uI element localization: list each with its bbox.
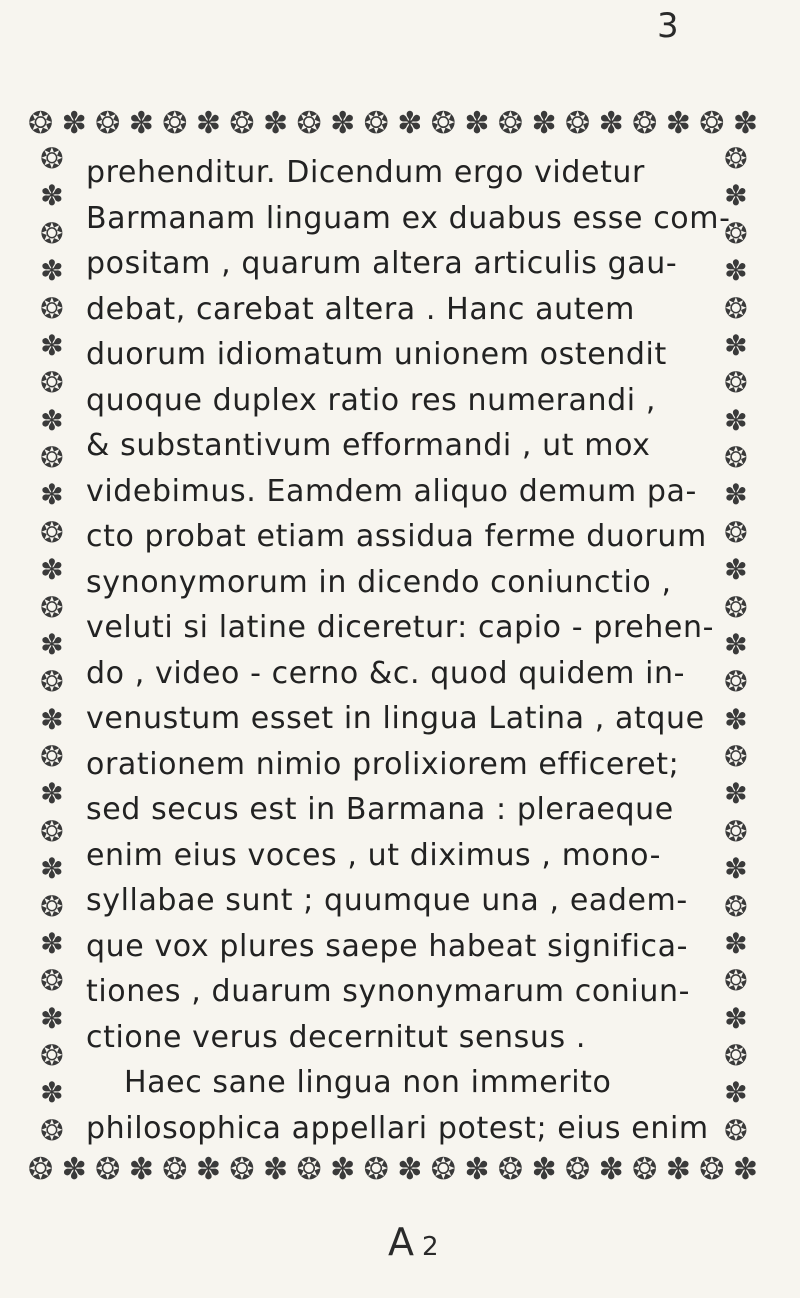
rosette-ornament-icon: ❂ <box>565 1152 591 1187</box>
text-line: synonymorum in dicendo coniunctio , <box>86 564 672 600</box>
rosette-ornament-icon: ❂ <box>40 515 64 549</box>
star-ornament-icon: ✽ <box>61 106 87 141</box>
star-ornament-icon: ✽ <box>128 106 154 141</box>
rosette-ornament-icon: ❂ <box>724 515 748 549</box>
rosette-ornament-icon: ❂ <box>632 106 658 141</box>
text-line: quoque duplex ratio res numerandi , <box>86 382 657 418</box>
rosette-ornament-icon: ❂ <box>40 665 64 699</box>
star-ornament-icon: ✽ <box>40 403 64 437</box>
rosette-ornament-icon: ❂ <box>724 964 748 998</box>
text-line: veluti si latine diceretur: capio - prehen- <box>86 610 714 645</box>
rosette-ornament-icon: ❂ <box>724 366 748 400</box>
rosette-ornament-icon: ❂ <box>724 814 748 848</box>
star-ornament-icon: ✽ <box>40 1076 64 1110</box>
star-ornament-icon: ✽ <box>40 179 64 213</box>
text-line: cto probat etiam assidua ferme duorum <box>86 519 707 554</box>
rosette-ornament-icon: ❂ <box>28 1152 54 1187</box>
rosette-ornament-icon: ❂ <box>724 665 748 699</box>
rosette-ornament-icon: ❂ <box>430 106 456 141</box>
text-line: orationem nimio prolixiorem efficeret; <box>86 746 680 782</box>
star-ornament-icon: ✽ <box>40 702 64 736</box>
text-line: sed secus est in Barmana : pleraeque <box>86 792 674 827</box>
star-ornament-icon: ✽ <box>732 1152 758 1187</box>
text-line: prehenditur. Dicendum ergo videtur <box>86 155 645 190</box>
star-ornament-icon: ✽ <box>531 1152 557 1187</box>
rosette-ornament-icon: ❂ <box>40 889 64 923</box>
star-ornament-icon: ✽ <box>724 702 748 736</box>
star-ornament-icon: ✽ <box>330 1152 356 1187</box>
star-ornament-icon: ✽ <box>262 106 289 141</box>
star-ornament-icon: ✽ <box>195 1152 221 1187</box>
rosette-ornament-icon: ❂ <box>296 106 322 141</box>
rosette-ornament-icon: ❂ <box>40 291 64 325</box>
catchword-letter: A <box>388 1220 414 1264</box>
rosette-ornament-icon: ❂ <box>162 1152 188 1187</box>
star-ornament-icon: ✽ <box>724 1076 748 1110</box>
star-ornament-icon: ✽ <box>262 1152 289 1187</box>
rosette-ornament-icon: ❂ <box>497 1152 524 1187</box>
ornamental-border-left <box>32 145 72 1145</box>
rosette-ornament-icon: ❂ <box>632 1152 658 1187</box>
star-ornament-icon: ✽ <box>40 478 64 512</box>
rosette-ornament-icon: ❂ <box>40 366 64 400</box>
star-ornament-icon: ✽ <box>724 553 748 587</box>
body-text <box>86 150 731 1151</box>
rosette-ornament-icon: ❂ <box>724 889 748 923</box>
star-ornament-icon: ✽ <box>724 328 748 362</box>
rosette-ornament-icon: ❂ <box>724 1113 748 1145</box>
star-ornament-icon: ✽ <box>598 1152 624 1187</box>
star-ornament-icon: ✽ <box>40 553 64 587</box>
star-ornament-icon: ✽ <box>724 627 748 661</box>
star-ornament-icon: ✽ <box>40 254 64 288</box>
rosette-ornament-icon: ❂ <box>40 814 64 848</box>
star-ornament-icon: ✽ <box>40 926 64 960</box>
text-line: venustum esset in lingua Latina , atque <box>86 701 705 736</box>
rosette-ornament-icon: ❂ <box>724 441 748 474</box>
ornamental-border-top <box>28 104 758 144</box>
star-ornament-icon: ✽ <box>724 777 748 811</box>
rosette-ornament-icon: ❂ <box>162 106 188 141</box>
star-ornament-icon: ✽ <box>724 926 748 960</box>
text-line: Barmanam linguam ex duabus esse com- <box>86 200 731 236</box>
text-line: positam , quarum altera articulis gau- <box>86 246 678 281</box>
star-ornament-icon: ✽ <box>665 1152 691 1187</box>
rosette-ornament-icon: ❂ <box>40 216 64 250</box>
star-ornament-icon: ✽ <box>598 106 624 141</box>
text-line: philosophica appellari potest; eius enim <box>86 1110 709 1146</box>
text-line: ctione verus decernitut sensus . <box>86 1019 587 1055</box>
rosette-ornament-icon: ❂ <box>699 106 725 141</box>
text-line: videbimus. Eamdem aliquo demum pa- <box>86 473 697 509</box>
ornamental-border-bottom <box>28 1150 758 1190</box>
star-ornament-icon: ✽ <box>724 852 748 886</box>
rosette-ornament-icon: ❂ <box>430 1152 456 1187</box>
star-ornament-icon: ✽ <box>724 254 748 288</box>
text-line: enim eius voces , ut diximus , mono- <box>86 837 662 873</box>
star-ornament-icon: ✽ <box>464 1152 490 1187</box>
rosette-ornament-icon: ❂ <box>40 964 64 998</box>
signature-number: 2 <box>422 1232 439 1262</box>
text-line: do , video - cerno &c. quod quidem in- <box>86 655 686 691</box>
ornamental-border-right <box>716 145 756 1145</box>
rosette-ornament-icon: ❂ <box>40 590 64 624</box>
rosette-ornament-icon: ❂ <box>296 1152 322 1187</box>
signature-mark <box>388 1220 439 1264</box>
star-ornament-icon: ✽ <box>464 106 490 141</box>
star-ornament-icon: ✽ <box>665 106 691 141</box>
text-line: Haec sane lingua non immerito <box>124 1065 612 1100</box>
star-ornament-icon: ✽ <box>724 478 748 512</box>
rosette-ornament-icon: ❂ <box>724 291 748 325</box>
rosette-ornament-icon: ❂ <box>724 1039 748 1072</box>
text-line: & substantivum efformandi , ut mox <box>86 428 651 463</box>
rosette-ornament-icon: ❂ <box>724 590 748 624</box>
rosette-ornament-icon: ❂ <box>95 1152 121 1187</box>
star-ornament-icon: ✽ <box>195 106 221 141</box>
rosette-ornament-icon: ❂ <box>699 1152 725 1187</box>
star-ornament-icon: ✽ <box>397 1152 423 1187</box>
rosette-ornament-icon: ❂ <box>497 106 524 141</box>
star-ornament-icon: ✽ <box>128 1152 154 1187</box>
star-ornament-icon: ✽ <box>40 627 64 661</box>
rosette-ornament-icon: ❂ <box>229 1152 255 1187</box>
rosette-ornament-icon: ❂ <box>40 1039 64 1072</box>
rosette-ornament-icon: ❂ <box>565 106 591 141</box>
rosette-ornament-icon: ❂ <box>724 216 748 250</box>
rosette-ornament-icon: ❂ <box>40 740 64 773</box>
star-ornament-icon: ✽ <box>724 403 748 437</box>
rosette-ornament-icon: ❂ <box>40 145 64 175</box>
star-ornament-icon: ✽ <box>732 106 758 141</box>
star-ornament-icon: ✽ <box>724 179 748 213</box>
star-ornament-icon: ✽ <box>40 852 64 886</box>
text-line: tiones , duarum synonymarum coniun- <box>86 974 690 1009</box>
star-ornament-icon: ✽ <box>61 1152 87 1187</box>
text-line: syllabae sunt ; quumque una , eadem- <box>86 883 688 918</box>
star-ornament-icon: ✽ <box>330 106 356 141</box>
rosette-ornament-icon: ❂ <box>40 441 64 474</box>
star-ornament-icon: ✽ <box>40 777 64 811</box>
text-line: debat, carebat altera . Hanc autem <box>86 291 635 327</box>
star-ornament-icon: ✽ <box>531 106 557 141</box>
text-line: duorum idiomatum unionem ostendit <box>86 337 667 372</box>
rosette-ornament-icon: ❂ <box>724 740 748 773</box>
rosette-ornament-icon: ❂ <box>724 145 748 175</box>
star-ornament-icon: ✽ <box>724 1001 748 1035</box>
star-ornament-icon: ✽ <box>40 328 64 362</box>
rosette-ornament-icon: ❂ <box>40 1113 64 1145</box>
rosette-ornament-icon: ❂ <box>28 106 54 141</box>
page-number: 3 <box>657 6 679 46</box>
rosette-ornament-icon: ❂ <box>363 106 389 141</box>
star-ornament-icon: ✽ <box>40 1001 64 1035</box>
rosette-ornament-icon: ❂ <box>95 106 121 141</box>
rosette-ornament-icon: ❂ <box>229 106 255 141</box>
rosette-ornament-icon: ❂ <box>363 1152 389 1187</box>
star-ornament-icon: ✽ <box>397 106 423 141</box>
text-line: que vox plures saepe habeat significa- <box>86 928 689 964</box>
